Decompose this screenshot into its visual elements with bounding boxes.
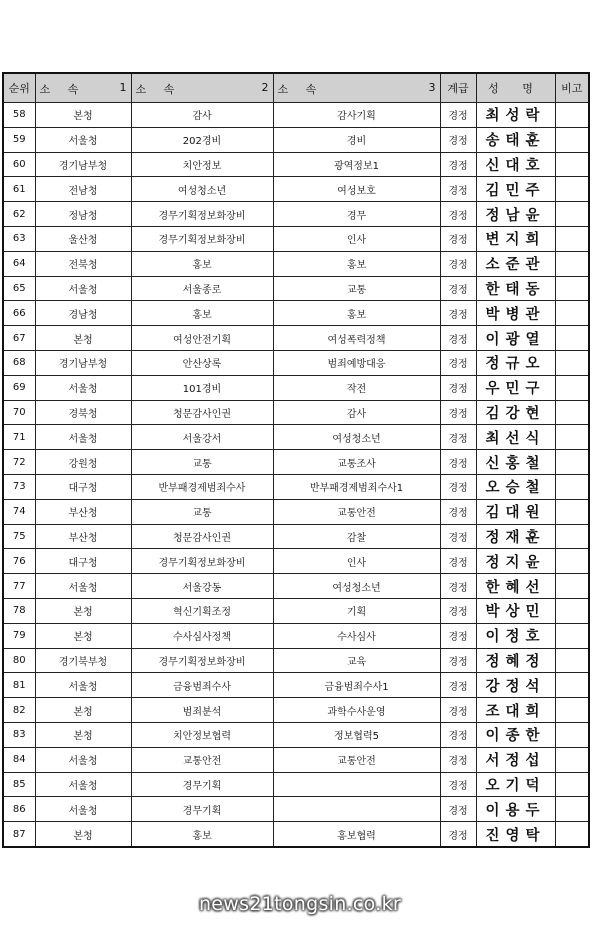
cell-note (555, 648, 589, 673)
cell-grade: 경정 (440, 103, 476, 128)
cell-unit3: 과학수사운영 (273, 698, 440, 723)
cell-unit3: 홍보 (273, 301, 440, 326)
cell-note (555, 722, 589, 747)
cell-name: 강정석 (476, 673, 555, 698)
cell-rank: 84 (3, 747, 35, 772)
cell-note (555, 375, 589, 400)
cell-name: 조대희 (476, 698, 555, 723)
cell-grade: 경정 (440, 400, 476, 425)
cell-grade: 경정 (440, 375, 476, 400)
cell-unit2: 경무기획 (131, 772, 273, 797)
cell-note (555, 450, 589, 475)
cell-unit1: 서울청 (35, 276, 131, 301)
cell-name: 김대원 (476, 499, 555, 524)
cell-rank: 62 (3, 202, 35, 227)
table-row (3, 127, 589, 152)
cell-rank: 64 (3, 251, 35, 276)
cell-grade: 경정 (440, 524, 476, 549)
cell-unit2: 101경비 (131, 375, 273, 400)
watermark: news21tongsin.co.kr (198, 893, 402, 915)
cell-grade: 경정 (440, 177, 476, 202)
header-unit2-num: 2 (261, 81, 269, 94)
table-row (3, 797, 589, 822)
cell-grade: 경정 (440, 499, 476, 524)
cell-grade: 경정 (440, 301, 476, 326)
cell-unit1: 강원청 (35, 450, 131, 475)
personnel-list-sheet (2, 72, 588, 848)
cell-grade: 경정 (440, 202, 476, 227)
table-row (3, 276, 589, 301)
cell-unit3: 교통조사 (273, 450, 440, 475)
cell-unit2: 치안정보 (131, 152, 273, 177)
cell-unit2: 금융범죄수사 (131, 673, 273, 698)
cell-name: 정남윤 (476, 202, 555, 227)
cell-unit1: 서울청 (35, 127, 131, 152)
cell-note (555, 226, 589, 251)
header-unit1-label: 소 속 (39, 83, 86, 96)
table-row (3, 350, 589, 375)
cell-unit3: 교통안전 (273, 747, 440, 772)
cell-rank: 68 (3, 350, 35, 375)
cell-unit1: 서울청 (35, 574, 131, 599)
cell-unit2: 수사심사정책 (131, 623, 273, 648)
cell-unit2: 치안정보협력 (131, 722, 273, 747)
header-unit2-label: 소 속 (135, 83, 182, 96)
cell-unit3: 수사심사 (273, 623, 440, 648)
cell-note (555, 623, 589, 648)
cell-rank: 75 (3, 524, 35, 549)
cell-name: 최성락 (476, 103, 555, 128)
header-unit1-num: 1 (119, 81, 127, 94)
cell-unit3: 광역정보1 (273, 152, 440, 177)
cell-name: 오승철 (476, 474, 555, 499)
cell-name: 정재훈 (476, 524, 555, 549)
table-row (3, 673, 589, 698)
cell-rank: 59 (3, 127, 35, 152)
cell-note (555, 474, 589, 499)
table-row (3, 474, 589, 499)
header-unit1 (35, 73, 131, 103)
cell-unit2: 경무기획정보화장비 (131, 648, 273, 673)
cell-unit1: 대구청 (35, 474, 131, 499)
header-unit3-label: 소 속 (277, 83, 324, 96)
cell-unit3: 교통안전 (273, 499, 440, 524)
cell-note (555, 350, 589, 375)
table-row (3, 202, 589, 227)
cell-unit3 (273, 772, 440, 797)
cell-name: 김강현 (476, 400, 555, 425)
cell-unit2: 서울강동 (131, 574, 273, 599)
cell-unit2: 안산상록 (131, 350, 273, 375)
cell-name: 우민구 (476, 375, 555, 400)
cell-unit3: 경비 (273, 127, 440, 152)
cell-unit1: 서울청 (35, 747, 131, 772)
header-note: 비고 (555, 73, 589, 103)
cell-unit1: 본청 (35, 598, 131, 623)
cell-unit1: 서울청 (35, 673, 131, 698)
table-row (3, 772, 589, 797)
table-row (3, 822, 589, 847)
cell-unit3: 감사 (273, 400, 440, 425)
cell-unit2: 혁신기획조정 (131, 598, 273, 623)
cell-unit1: 본청 (35, 698, 131, 723)
cell-unit1: 부산청 (35, 524, 131, 549)
table-row (3, 623, 589, 648)
cell-grade: 경정 (440, 474, 476, 499)
cell-rank: 79 (3, 623, 35, 648)
cell-unit3: 정보협력5 (273, 722, 440, 747)
table-row (3, 524, 589, 549)
cell-unit3: 여성청소년 (273, 574, 440, 599)
cell-name: 박상민 (476, 598, 555, 623)
cell-unit1: 본청 (35, 722, 131, 747)
table-row (3, 722, 589, 747)
cell-rank: 74 (3, 499, 35, 524)
personnel-table (2, 72, 590, 848)
table-row (3, 177, 589, 202)
cell-unit2: 경무기획 (131, 797, 273, 822)
cell-rank: 71 (3, 425, 35, 450)
cell-grade: 경정 (440, 549, 476, 574)
cell-rank: 78 (3, 598, 35, 623)
cell-note (555, 598, 589, 623)
cell-rank: 87 (3, 822, 35, 847)
table-row (3, 251, 589, 276)
cell-name: 한혜선 (476, 574, 555, 599)
cell-rank: 72 (3, 450, 35, 475)
cell-unit1: 본청 (35, 326, 131, 351)
cell-unit2: 청문감사인권 (131, 524, 273, 549)
cell-unit2: 홍보 (131, 251, 273, 276)
cell-unit1: 경남청 (35, 301, 131, 326)
cell-rank: 73 (3, 474, 35, 499)
cell-grade: 경정 (440, 623, 476, 648)
cell-unit2: 경무기획정보화장비 (131, 226, 273, 251)
table-row (3, 103, 589, 128)
cell-grade: 경정 (440, 276, 476, 301)
cell-grade: 경정 (440, 574, 476, 599)
cell-unit1: 울산청 (35, 226, 131, 251)
table-row (3, 499, 589, 524)
cell-rank: 66 (3, 301, 35, 326)
cell-unit3: 홍보 (273, 251, 440, 276)
cell-grade: 경정 (440, 698, 476, 723)
cell-note (555, 574, 589, 599)
cell-grade: 경정 (440, 747, 476, 772)
header-grade: 계급 (440, 73, 476, 103)
cell-unit1: 경기남부청 (35, 152, 131, 177)
cell-unit1: 대구청 (35, 549, 131, 574)
cell-unit3: 여성폭력정책 (273, 326, 440, 351)
header-unit2 (131, 73, 273, 103)
cell-rank: 82 (3, 698, 35, 723)
cell-rank: 80 (3, 648, 35, 673)
table-row (3, 747, 589, 772)
table-row (3, 549, 589, 574)
table-row (3, 326, 589, 351)
cell-unit3: 인사 (273, 226, 440, 251)
table-row (3, 375, 589, 400)
cell-unit3: 여성보호 (273, 177, 440, 202)
cell-name: 김민주 (476, 177, 555, 202)
cell-unit1: 경북청 (35, 400, 131, 425)
cell-grade: 경정 (440, 425, 476, 450)
cell-grade: 경정 (440, 251, 476, 276)
cell-rank: 65 (3, 276, 35, 301)
cell-grade: 경정 (440, 772, 476, 797)
table-row (3, 301, 589, 326)
table-body (3, 103, 589, 847)
cell-note (555, 524, 589, 549)
cell-name: 최선식 (476, 425, 555, 450)
header-unit3 (273, 73, 440, 103)
cell-unit3 (273, 797, 440, 822)
cell-unit2: 경무기획정보화장비 (131, 549, 273, 574)
cell-unit3: 인사 (273, 549, 440, 574)
cell-note (555, 301, 589, 326)
cell-note (555, 177, 589, 202)
cell-unit1: 전남청 (35, 177, 131, 202)
cell-rank: 61 (3, 177, 35, 202)
cell-note (555, 797, 589, 822)
cell-rank: 81 (3, 673, 35, 698)
cell-unit1: 서울청 (35, 425, 131, 450)
cell-unit2: 범죄분석 (131, 698, 273, 723)
cell-note (555, 747, 589, 772)
cell-unit3: 홍보협력 (273, 822, 440, 847)
cell-rank: 67 (3, 326, 35, 351)
cell-note (555, 326, 589, 351)
cell-note (555, 499, 589, 524)
table-row (3, 574, 589, 599)
cell-name: 정혜정 (476, 648, 555, 673)
cell-name: 이광열 (476, 326, 555, 351)
cell-note (555, 772, 589, 797)
cell-name: 진영탁 (476, 822, 555, 847)
cell-unit1: 정남청 (35, 202, 131, 227)
table-row (3, 152, 589, 177)
cell-rank: 76 (3, 549, 35, 574)
cell-unit2: 감사 (131, 103, 273, 128)
cell-unit3: 기획 (273, 598, 440, 623)
cell-unit2: 반부패경제범죄수사 (131, 474, 273, 499)
cell-grade: 경정 (440, 350, 476, 375)
cell-unit1: 서울청 (35, 772, 131, 797)
cell-grade: 경정 (440, 326, 476, 351)
cell-unit2: 서울강서 (131, 425, 273, 450)
cell-grade: 경정 (440, 450, 476, 475)
cell-unit1: 경기남부청 (35, 350, 131, 375)
cell-name: 신대호 (476, 152, 555, 177)
cell-unit2: 청문감사인권 (131, 400, 273, 425)
cell-grade: 경정 (440, 822, 476, 847)
table-row (3, 425, 589, 450)
cell-name: 박병관 (476, 301, 555, 326)
table-row (3, 598, 589, 623)
cell-name: 소준관 (476, 251, 555, 276)
table-row (3, 698, 589, 723)
cell-unit2: 서울종로 (131, 276, 273, 301)
cell-note (555, 698, 589, 723)
cell-unit3: 감찰 (273, 524, 440, 549)
cell-unit3: 교육 (273, 648, 440, 673)
cell-name: 서정섭 (476, 747, 555, 772)
cell-unit3: 감사기획 (273, 103, 440, 128)
cell-rank: 70 (3, 400, 35, 425)
cell-rank: 60 (3, 152, 35, 177)
cell-unit2: 교통 (131, 450, 273, 475)
cell-name: 신홍철 (476, 450, 555, 475)
cell-note (555, 152, 589, 177)
cell-unit3: 경무 (273, 202, 440, 227)
cell-note (555, 127, 589, 152)
table-row (3, 400, 589, 425)
cell-unit3: 반부패경제범죄수사1 (273, 474, 440, 499)
cell-unit3: 작전 (273, 375, 440, 400)
table-row (3, 450, 589, 475)
cell-unit1: 본청 (35, 623, 131, 648)
cell-note (555, 425, 589, 450)
cell-unit2: 교통안전 (131, 747, 273, 772)
cell-name: 정규오 (476, 350, 555, 375)
cell-grade: 경정 (440, 797, 476, 822)
cell-name: 변지희 (476, 226, 555, 251)
cell-unit1: 본청 (35, 822, 131, 847)
cell-grade: 경정 (440, 598, 476, 623)
cell-unit2: 홍보 (131, 822, 273, 847)
cell-unit1: 본청 (35, 103, 131, 128)
cell-rank: 77 (3, 574, 35, 599)
cell-unit1: 서울청 (35, 375, 131, 400)
cell-unit2: 여성청소년 (131, 177, 273, 202)
cell-unit3: 금융범죄수사1 (273, 673, 440, 698)
cell-unit3: 범죄예방대응 (273, 350, 440, 375)
cell-grade: 경정 (440, 648, 476, 673)
cell-rank: 69 (3, 375, 35, 400)
cell-note (555, 400, 589, 425)
cell-grade: 경정 (440, 722, 476, 747)
cell-unit2: 202경비 (131, 127, 273, 152)
cell-name: 이정호 (476, 623, 555, 648)
cell-grade: 경정 (440, 673, 476, 698)
cell-unit1: 전북청 (35, 251, 131, 276)
cell-unit3: 여성청소년 (273, 425, 440, 450)
cell-name: 한태동 (476, 276, 555, 301)
cell-unit3: 교통 (273, 276, 440, 301)
cell-rank: 58 (3, 103, 35, 128)
cell-unit1: 부산청 (35, 499, 131, 524)
cell-grade: 경정 (440, 226, 476, 251)
cell-rank: 63 (3, 226, 35, 251)
cell-unit2: 경무기획정보화장비 (131, 202, 273, 227)
header-row (3, 73, 589, 103)
cell-name: 오기덕 (476, 772, 555, 797)
cell-rank: 83 (3, 722, 35, 747)
cell-name: 정지윤 (476, 549, 555, 574)
header-unit3-num: 3 (428, 81, 436, 94)
cell-unit2: 교통 (131, 499, 273, 524)
cell-note (555, 276, 589, 301)
cell-grade: 경정 (440, 152, 476, 177)
cell-grade: 경정 (440, 127, 476, 152)
header-rank: 순위 (3, 73, 35, 103)
cell-name: 송태훈 (476, 127, 555, 152)
cell-note (555, 822, 589, 847)
cell-unit2: 홍보 (131, 301, 273, 326)
cell-name: 이종한 (476, 722, 555, 747)
cell-unit1: 서울청 (35, 797, 131, 822)
header-name: 성 명 (476, 73, 555, 103)
cell-name: 이용두 (476, 797, 555, 822)
cell-note (555, 202, 589, 227)
cell-rank: 85 (3, 772, 35, 797)
cell-rank: 86 (3, 797, 35, 822)
cell-note (555, 549, 589, 574)
cell-note (555, 103, 589, 128)
cell-unit2: 여성안전기획 (131, 326, 273, 351)
cell-note (555, 251, 589, 276)
table-row (3, 648, 589, 673)
cell-note (555, 673, 589, 698)
cell-unit1: 경기북부청 (35, 648, 131, 673)
table-row (3, 226, 589, 251)
